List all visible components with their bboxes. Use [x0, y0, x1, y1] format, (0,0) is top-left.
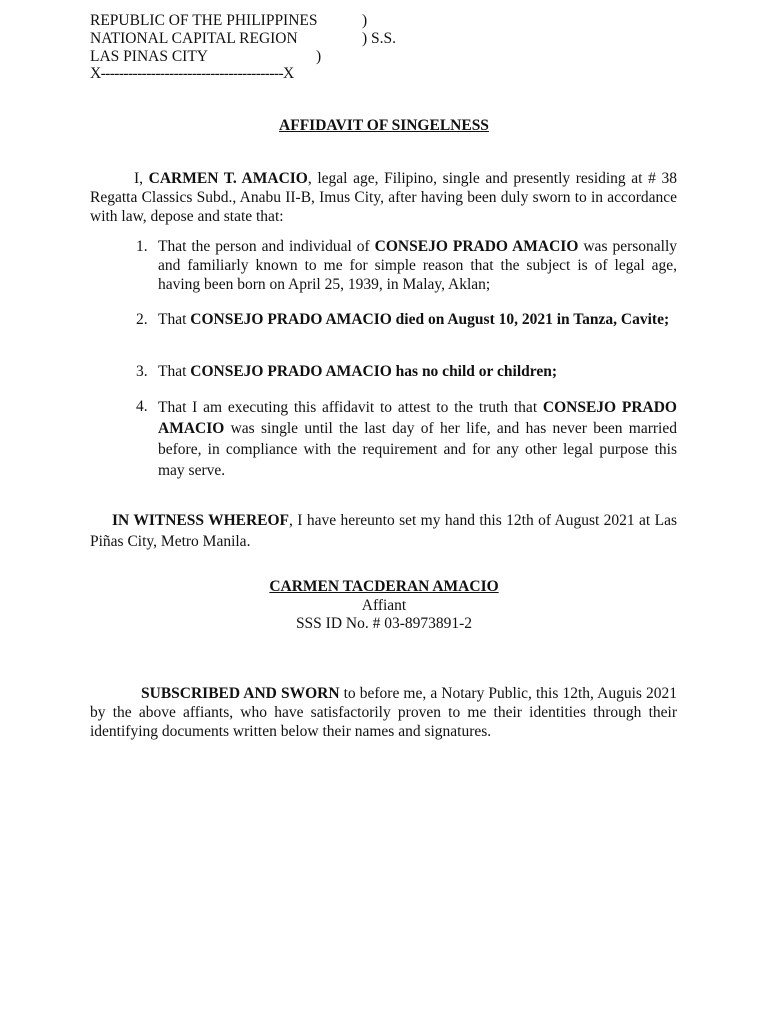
- affiant-role: Affiant: [361, 597, 407, 614]
- list-item-number: 1.: [136, 238, 148, 255]
- venue-separator: X----------------------------------------X: [90, 65, 294, 82]
- intro-paragraph: I, CARMEN T. AMACIO, legal age, Filipino, single and presently residing at # 38 Regatta Classics Subd., Anabu II-B, Imus City, after having been duly sworn to in accordance with law, depose and state that:: [90, 170, 677, 225]
- list-item-number: 3.: [136, 363, 148, 380]
- document-title: AFFIDAVIT OF SINGELNESS: [279, 117, 489, 134]
- affiant-name: CARMEN TACDERAN AMACIO: [269, 578, 499, 595]
- affiant-id: SSS ID No. # 03-8973891-2: [295, 615, 473, 632]
- venue-line-3: LAS PINAS CITY: [90, 48, 208, 65]
- venue-line-2-mark: ) S.S.: [362, 30, 397, 47]
- venue-line-3-mark: ): [316, 48, 322, 65]
- venue-line-2: NATIONAL CAPITAL REGION: [90, 30, 298, 47]
- list-item-text: That CONSEJO PRADO AMACIO died on August 10, 2021 in Tanza, Cavite;: [158, 311, 670, 328]
- list-item-text: That CONSEJO PRADO AMACIO has no child or children;: [158, 363, 558, 380]
- witness-paragraph: IN WITNESS WHEREOF, I have hereunto set my hand this 12th of August 2021 at Las Piñas City, Metro Manila.: [90, 512, 677, 550]
- jurat-paragraph: SUBSCRIBED AND SWORN to before me, a Notary Public, this 12th, Auguis 2021 by the above affiants, who have satisfactorily proven to me their identities through their identifying documents written below their names and signatures.: [90, 685, 677, 740]
- list-item-text: That I am executing this affidavit to attest to the truth that CONSEJO PRADO AMACIO was single until the last day of her life, and has never been married before, in compliance with the requirement and for any other legal purpose this may serve.: [158, 399, 677, 479]
- venue-line-1: REPUBLIC OF THE PHILIPPINES: [90, 12, 318, 29]
- list-item-number: 2.: [136, 311, 148, 328]
- list-item-text: That the person and individual of CONSEJO PRADO AMACIO was personally and familiarly known to me for simple reason that the subject is of legal age, having been born on April 25, 1939, in Malay, Aklan;: [158, 238, 678, 293]
- affiant-name-inline: CARMEN T. AMACIO: [148, 170, 308, 187]
- list-item-number: 4.: [136, 398, 148, 415]
- venue-line-1-mark: ): [362, 12, 368, 29]
